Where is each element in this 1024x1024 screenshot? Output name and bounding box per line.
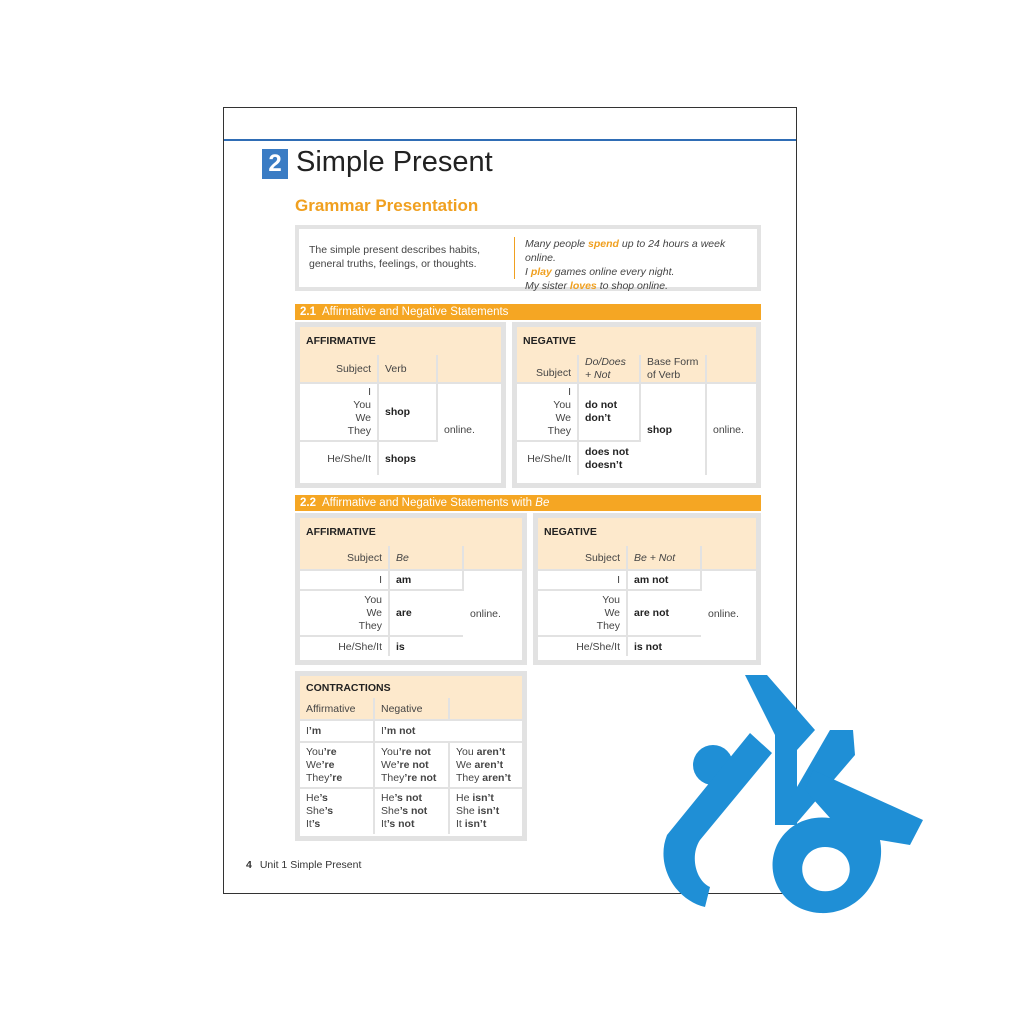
section-title: Grammar Presentation: [295, 196, 479, 215]
intro-examples: [525, 237, 757, 293]
subject-list: I You We They: [300, 383, 378, 441]
chapter-title: Simple Present: [296, 146, 493, 178]
intro-box: [295, 225, 761, 291]
page-footer: [246, 859, 361, 871]
contraction-cell: I’m: [300, 720, 374, 742]
section-2-2-bar: 2.2 Affirmative and Negative Statements with Be: [295, 495, 761, 511]
intro-definition: The simple present describes habits, general truths, feelings, or thoughts.: [309, 244, 480, 270]
negative-panel-2-1: NEGATIVE Subject Do/Does + Not Base Form of Verb I You We They do not don’t shop online. He/She/It does not doesn’t: [512, 322, 761, 488]
top-rule: [224, 139, 796, 141]
example-line: Many people spend up to 24 hours a week online.: [525, 238, 726, 264]
example-line: My sister loves to shop online.: [525, 280, 668, 292]
page-number: 4: [246, 859, 252, 871]
contraction-cell: I’m not: [374, 720, 522, 742]
affirmative-panel-2-1: AFFIRMATIVE Subject Verb I You We They shop online. He/She/It shops: [295, 322, 506, 488]
publisher-logo-icon: [655, 675, 925, 915]
section-2-1-bar: 2.1 Affirmative and Negative Statements: [295, 304, 761, 320]
panel-heading: CONTRACTIONS: [300, 676, 522, 698]
affirmative-panel-2-2: AFFIRMATIVE Subject Be I am online. You We They are He/She/It is: [295, 513, 527, 665]
intro-divider: [514, 237, 515, 279]
panel-heading: AFFIRMATIVE: [300, 518, 522, 546]
panel-heading: AFFIRMATIVE: [300, 327, 501, 355]
negative-panel-2-2: NEGATIVE Subject Be + Not I am not online. You We They are not He/She/It is not: [533, 513, 761, 665]
contractions-panel: CONTRACTIONS Affirmative Negative I’m I’m not You’re We’re They’re You’re not We’re not They’re not You aren’t We aren’t They aren’t He’s She’s It’s He’s not She’s not It’s not He isn’t She isn’t It isn’t: [295, 671, 527, 841]
footer-text: Unit 1 Simple Present: [259, 859, 362, 871]
panel-heading: NEGATIVE: [538, 518, 756, 546]
panel-heading: NEGATIVE: [517, 327, 756, 355]
example-line: I play games online every night.: [525, 266, 675, 278]
chapter-number-badge: 2: [262, 149, 288, 179]
